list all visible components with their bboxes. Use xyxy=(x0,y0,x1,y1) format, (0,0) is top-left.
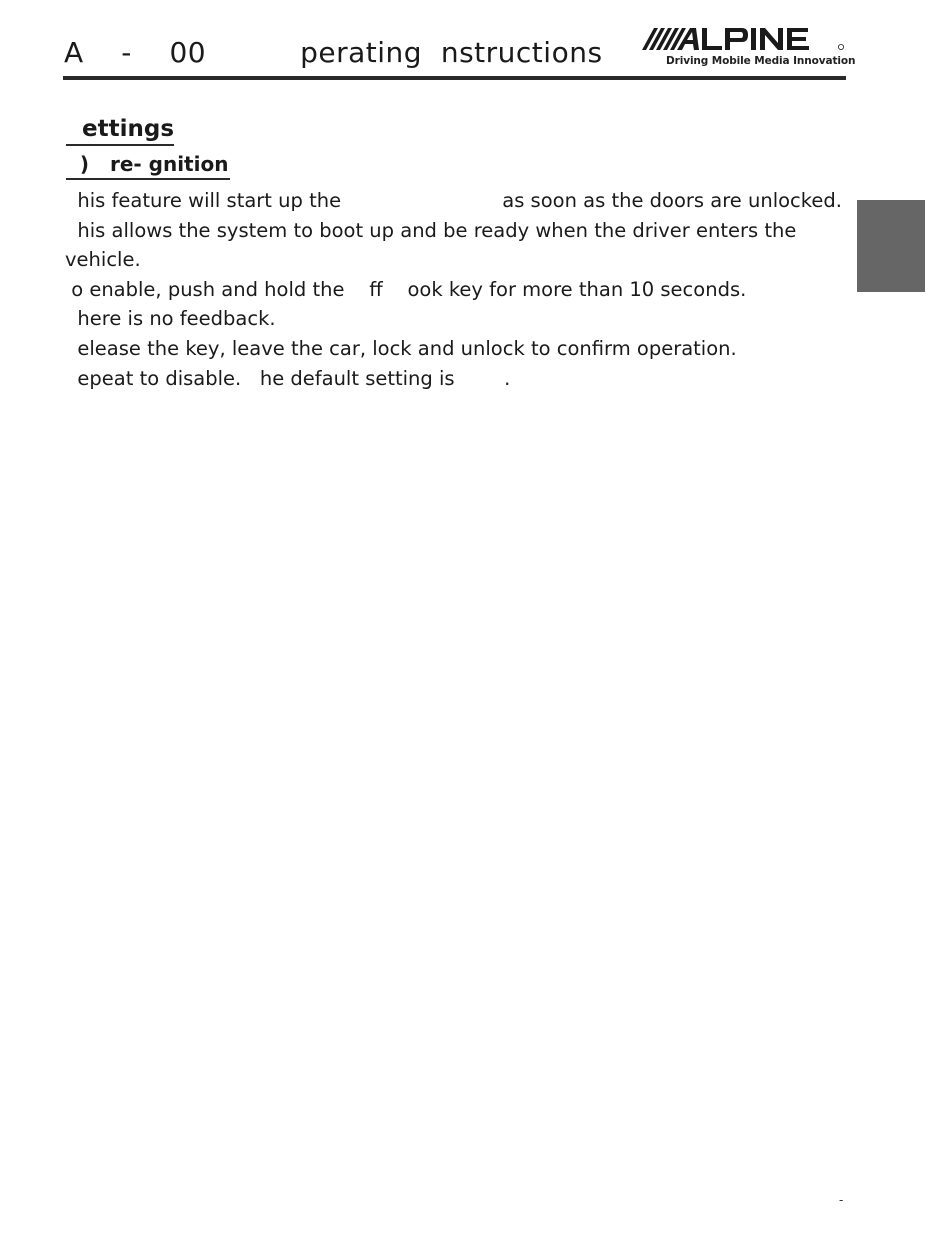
side-tab xyxy=(857,200,925,292)
body-line: his feature will start up the as soon as the doors are unlocked. xyxy=(65,189,842,212)
body-line: vehicle. xyxy=(65,248,141,272)
logo-tagline: Driving Mobile Media Innovation xyxy=(666,55,856,67)
document-title: A - 00 perating nstructions xyxy=(64,36,603,69)
body-line: his allows the system to boot up and be ready when the driver enters the xyxy=(65,218,797,242)
body-line: epeat to disable. he default setting is . xyxy=(65,366,511,390)
alpine-wordmark-icon xyxy=(640,22,850,56)
body-line: here is no feedback. xyxy=(65,307,276,331)
body-line: o enable, push and hold the ff ook key for more than 10 seconds. xyxy=(65,277,747,301)
alpine-logo xyxy=(640,22,856,72)
page-number: - xyxy=(839,1193,844,1207)
subsection-title: ) re- gnition xyxy=(66,150,230,180)
body-text xyxy=(65,186,865,393)
header-divider xyxy=(63,76,846,80)
body-line: elease the key, leave the car, lock and unlock to confirm operation. xyxy=(65,336,737,360)
section-title: ettings xyxy=(66,114,174,146)
